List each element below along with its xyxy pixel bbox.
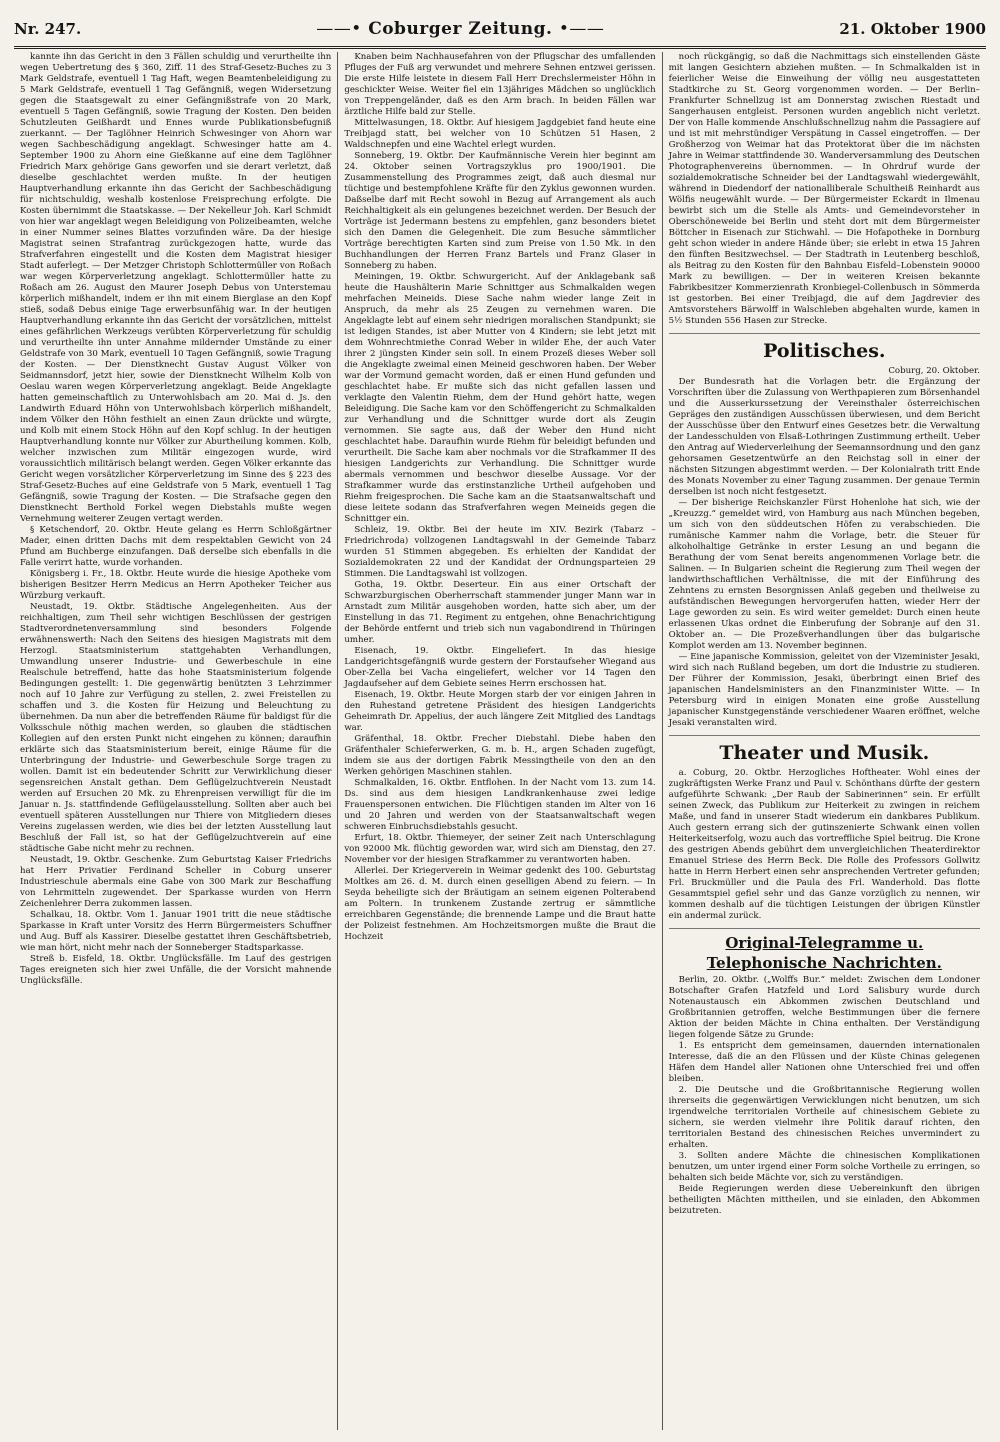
- article-paragraph: Der Bundesrath hat die Vorlagen betr. die Ergänzung der Vorschriften über die Zulassung von Werthpapieren zum Börsenhandel und die Ausserkurssetzung der Vereinsthaler österreichischen Gepräges den zuständigen Ausschüssen überwiesen, und dem Bericht der Ausschüsse über den Entwurf eines Gesetzes betr. die Verwaltung der Landesschulden von Elsaß-Lothringen Zustimmung ertheilt. Ueber den Antrag auf Wiederverleihung der Seemannsordnung und den ganz gehorsamen Gesetzentwürfe an den Reichstag soll in einer der nächsten Sitzungen abgestimmt werden. — Der Kolonialrath tritt Ende des Monats November zu einer Tagung zusammen. Der genaue Termin derselben ist noch nicht festgesetzt.: [668, 377, 980, 497]
- newspaper-title-text: Coburger Zeitung.: [368, 19, 553, 39]
- article-paragraph: — Der bisherige Reichskanzler Fürst Hohenlohe hat sich, wie der „Kreuzzg.“ gemeldet wird, von Hamburg aus nach München begeben, um sich von den süddeutschen Höfen zu verabschieden. Die rumänische Kammer nahm die Vorlage, betr. die Steuer für alkoholhaltige Getränke in erster Lesung an und begann die Berathung der vom Senat bereits angenommenen Vorlage betr. die Salinen. — In Bulgarien scheint die Regierung zum Theil wegen der landwirthschaftlichen Verhältnisse, die mit der Einführung des Zehntens zu ernsten Besorgnissen Anlaß gegeben und theilweise zu aufständischen Bewegungen hervorgerufen hatten, wieder Herr der Lage geworden zu sein. Es wird weiter gemeldet: Durch einen heute erlassenen Ukas ordnet die Einberufung der Sobranje auf den 31. Oktober an. — Die Prozeßverhandlungen über das bulgarische Komplot werden am 13. November beginnen.: [668, 498, 980, 651]
- article-paragraph: Berlin, 20. Oktbr. („Wolffs Bur.“ meldet: Zwischen dem Londoner Botschafter Grafen Hatzfeld und Lord Salisbury wurde durch Notenaustausch ein Abkommen zwischen Deutschland und Großbritannien getroffen, welche Bestimmungen über die fernere Aktion der beiden Mächte in China enthalten. Der Verständigung liegen folgende Sätze zu Grunde:: [668, 975, 980, 1040]
- issue-number: Nr. 247.: [14, 20, 82, 38]
- column-2: [337, 52, 661, 1430]
- section-heading: Original-Telegramme u. Telephonische Nachrichten.: [669, 928, 980, 973]
- newspaper-title: [316, 19, 604, 39]
- masthead-ornament-right: •——: [558, 19, 605, 39]
- article-paragraph: Schmalkalden, 16. Oktbr. Entflohen. In der Nacht vom 13. zum 14. Ds. sind aus dem hiesigen Landkrankenhause zwei ledige Frauenspersonen entwichen. Die Flüchtigen standen im Alter von 16 und 20 Jahren und werden von der Staatsanwaltschaft wegen schweren Einbruchsdiebstahls gesucht.: [344, 778, 656, 832]
- article-paragraph: kannte ihn das Gericht in den 3 Fällen schuldig und verurtheilte ihn wegen Uebertretung des § 360, Ziff. 11 des Straf-Gesetz-Buches zu 3 Mark Geldstrafe, eventuell 1 Tag Haft, wegen Beamtenbeleidigung zu 5 Mark Geldstrafe, eventuell 1 Tag Gefängniß, wegen Widersetzung gegen die Staatsgewalt zu einer Gefängnißstrafe von 20 Mark, eventuell 5 Tagen Gefängniß, sowie Tragung der Kosten. Den beiden Schutzleuten Geißhardt und Ennes wurde Publikationsbefugniß zuerkannt. — Der Taglöhner Heinrich Schwesinger von Ahorn war wegen Sachbeschädigung angeklagt. Schwesinger hatte am 4. September 1900 zu Ahorn eine Gießkanne auf eine dem Taglöhner Friedrich Marx gehörige Gans geworfen und sie derart verletzt, daß dieselbe geschlachtet werden mußte. In der heutigen Hauptverhandlung erkannte ihn das Gericht der Sachbeschädigung für nichtschuldig, weshalb kostenlose Freisprechung erfolgte. Die Kosten übernimmt die Staatskasse. — Der Nekelleur Joh. Karl Schmidt von hier war angeklagt wegen Beleidigung von Polizeibeamten, welche in einer Nummer seines Blattes vorzufinden wäre. Da der hiesige Magistrat seinen Strafantrag zurückgezogen hatte, wurde das Strafverfahren eingestellt und die Kosten dem Magistrat hiesiger Stadt auferlegt. — Der Metzger Christoph Schlottermüller von Roßach war wegen Körperverletzung angeklagt. Schlottermüller hatte zu Roßach am 26. August den Maurer Joseph Debus von Unterstemau körperlich mißhandelt, indem er ihn mit einem Bierglase an den Kopf stieß, sodaß Debus einige Tage erwerbsunfähig war. In der heutigen Hauptverhandlung erkannte ihn das Gericht der vorsätzlichen, mittelst eines gefährlichen Werkzeugs verübten Körperverletzung für schuldig und verurtheilte ihn unter Annahme mildernder Umstände zu einer Geldstrafe von 30 Mark, eventuell 10 Tagen Gefängniß, sowie Tragung der Kosten. — Der Dienstknecht Gustav August Völker von Seidmannsdorf, jetzt hier, sowie der Dienstknecht Wilhelm Kolb von Oeslau waren wegen Körperverletzung angeklagt. Beide Angeklagte hatten gemeinschaftlich zu Unterwohlsbach am 20. Mai d. Js. den Landwirth Eduard Höhn von Unterwohlsbach körperlich mißhandelt, indem Völker den Höhn festhielt an einen Zaun drückte und würgte, und Kolb mit einem Stock Höhn auf den Kopf schlug. In der heutigen Hauptverhandlung konnte nur Völker zur Aburtheilung kommen. Kolb, welcher inzwischen zum Militär eingezogen wurde, wird voraussichtlich militärisch belangt werden. Gegen Völker erkannte das Gericht wegen vorsätzlicher Körperverletzung im Sinne des § 223 des Straf-Gesetz-Buches auf eine Geldstrafe von 5 Mark, eventuell 1 Tag Gefängniß, sowie Tragung der Kosten. — Die Strafsache gegen den Dienstknecht Berthold Forkel wegen Diebstahls mußte wegen Vernehmung weiterer Zeugen vertagt werden.: [20, 52, 332, 524]
- article-paragraph: Schleiz, 19. Oktbr. Bei der heute im XIV. Bezirk (Tabarz – Friedrichroda) vollzogenen Landtagswahl in der Gemeinde Tabarz wurden 51 Stimmen abgegeben. Es erhielten der Kandidat der Sozialdemokraten 22 und der Kandidat der Ordnungsparteien 29 Stimmen. Die Landtagswahl ist vollzogen.: [344, 525, 656, 579]
- article-paragraph: Neustadt, 19. Oktbr. Geschenke. Zum Geburtstag Kaiser Friedrichs hat Herr Privatier Ferdinand Scheller in Coburg unserer Industrieschule abermals eine Gabe von 300 Mark zur Beschaffung von Lehrmitteln zugewendet. Der Sparkasse wurden von Herrn Zeichenlehrer Derra zukommen lassen.: [20, 855, 332, 909]
- article-paragraph: 3. Sollten andere Mächte die chinesischen Komplikationen benutzen, um unter irgend einer Form solche Vortheile zu erringen, so behalten sich beide Mächte vor, sich zu verständigen.: [668, 1151, 980, 1183]
- article-paragraph: Erfurt, 18. Oktbr. Thiemeyer, der seiner Zeit nach Unterschlagung von 92000 Mk. flüchtig geworden war, wird sich am Dienstag, den 27. November vor der hiesigen Strafkammer zu verantworten haben.: [344, 833, 656, 865]
- section-heading: Theater und Musik.: [669, 735, 980, 766]
- masthead-ornament-left: ——•: [316, 19, 362, 39]
- article-paragraph: Meiningen, 19. Oktbr. Schwurgericht. Auf der Anklagebank saß heute die Haushälterin Marie Schnittger aus Schmalkalden wegen mehrfachen Meineids. Diese Sache nahm wieder lange Zeit in Anspruch, da mehr als 25 Zeugen zu vernehmen waren. Die Angeklagte lebt auf einem sehr niedrigen moralischen Standpunkt; sie ist ledigen Standes, ist aber Mutter von 4 Kindern; sie lebt jetzt mit dem Wohnrechtmiethe Conrad Weber in wilder Ehe, der auch Vater ihrer 2 jüngsten Kinder sein soll. In einem Prozeß dieses Weber soll die Angeklagte zweimal einen Meineid geschworen haben. Der Weber war der Vormund gemacht worden, daß er einen Hund gefunden und geschlachtet habe. Er mußte sich das nicht gefallen lassen und verklagte den Valentin Riehm, dem der Hund gehört hatte, wegen Beleidigung. Die Sache kam vor den Schöffengericht zu Schmalkalden zur Verhandlung und die Schnittger wurde dort als Zeugin vernommen. Sie sagte aus, daß der Weber den Hund nicht geschlachtet habe. Daraufhin wurde Riehm für beleidigt befunden und verurtheilt. Die Sache kam aber nochmals vor die Strafkammer II des hiesigen Landgerichts zur Verhandlung. Die Schnittger wurde abermals vernommen und beschwor dieselbe Aussage. Vor der Strafkammer wurde das erstinstanzliche Urtheil aufgehoben und Riehm freigesprochen. Die Sache kam an die Staatsanwaltschaft und diese leitete sodann das Strafverfahren wegen Meineids gegen die Schnittger ein.: [344, 272, 656, 524]
- issue-date: 21. Oktober 1900: [839, 20, 986, 38]
- article-paragraph: Gräfenthal, 18. Oktbr. Frecher Diebstahl. Diebe haben den Gräfenthaler Schieferwerken, G. m. b. H., argen Schaden zugefügt, indem sie aus der dortigen Fabrik Messingtheile von den an den Werken gehörigen Maschinen stahlen.: [344, 734, 656, 777]
- article-paragraph: 2. Die Deutsche und die Großbritannische Regierung wollen ihrerseits die gegenwärtigen Verwicklungen nicht benutzen, um sich irgendwelche territorialen Vortheile auf chinesischem Gebiete zu sichern, sie werden vielmehr ihre Politik darauf richten, den territorialen Bestand des chinesischen Reiches unvermindert zu erhalten.: [668, 1085, 980, 1150]
- article-columns: [14, 52, 986, 1430]
- article-paragraph: — Eine japanische Kommission, geleitet von der Vizeminister Jesaki, wird sich nach Rußland begeben, um dort die Industrie zu studieren. Der Führer der Kommission, Jesaki, überbringt einen Brief des japanischen Handelsministers an den Finanzminister Witte. — In Petersburg wird in einigen Monaten eine große Ausstellung japanischer Kunstgegenstände verschiedener Waaren eröffnet, welche Jesaki veranstalten wird.: [668, 652, 980, 728]
- masthead: [14, 12, 986, 49]
- article-paragraph: noch rückgängig, so daß die Nachmittags sich einstellenden Gäste mit langen Gesichtern abziehen mußten. — In Schmalkalden ist in feierlicher Weise die Einweihung der völlig neu ausgestatteten Stadtkirche zu St. Georg vorgenommen worden. — Der Berlin–Frankfurter Schnellzug ist am Donnerstag zwischen Riestadt und Sangerhausen entgleist. Personen wurden angeblich nicht verletzt. Der von Halle kommende Anschlußschnellzug nahm die Passagiere auf und ist mit mehrstündiger Verspätung in Cassel eingetroffen. — Der Großherzog von Weimar hat das Protektorat über die im nächsten Jahre in Weimar stattfindende 30. Wanderversammlung des Deutschen Photographenvereins übernommen. — In Ohrdruf wurde der sozialdemokratische Schneider bei der Landtagswahl wiedergewählt, während in Diedendorf der nationalliberale Schultheiß Reinhardt aus Wölfis neugewählt wurde. — Der Bürgermeister Eckardt in Ilmenau bewirbt sich um die Stelle als Amts- und Gemeindevorsteher in Oberschöneweide bei Berlin und steht dort mit dem Bürgermeister Böttcher in Eisenach zur Stichwahl. — Die Hofapotheke in Dornburg geht schon wieder in andere Hände über; sie erlebt in etwa 15 Jahren den fünften Besitzwechsel. — Der Stadtrath in Leutenberg beschloß, als Beitrag zu den Kosten für den Bahnbau Eisfeld–Lobenstein 90000 Mark zu bewilligen. — Der in weiteren Kreisen bekannte Fabrikbesitzer Kommerzienrath Kronbiegel-Collenbusch in Sömmerda ist gestorben. Bei einer Treibjagd, die auf dem Jagdrevier des Amtsvorstehers Bärwolff in Walschleben abgehalten wurde, kamen in 5½ Stunden 556 Hasen zur Strecke.: [668, 52, 980, 326]
- article-paragraph: Knaben beim Nachhausefahren von der Pflugschar des umfallenden Pfluges der Fuß arg verwundet und mehrere Sehnen entzwei gerissen. Die erste Hilfe leistete in diesem Fall Herr Drechslermeister Höhn in geschickter Weise. Weiter fiel ein 13jähriges Mädchen so unglücklich von Treppengeländer, daß es den Arm brach. In beiden Fällen war ärztliche Hilfe bald zur Stelle.: [344, 52, 656, 117]
- article-paragraph: Eisenach, 19. Oktbr. Eingeliefert. In das hiesige Landgerichtsgefängniß wurde gestern der Forstaufseher Wiegand aus Ober-Zella bei Vacha eingeliefert, welcher vor 14 Tagen den Jagdaufseher auf dem Gebiete seines Herrn erschossen hat.: [344, 646, 656, 689]
- article-paragraph: Streß b. Eisfeld, 18. Oktbr. Unglücksfälle. Im Lauf des gestrigen Tages ereigneten sich hier zwei Unfälle, die der Vorsicht mahnende Unglücksfälle.: [20, 954, 332, 986]
- article-paragraph: 1. Es entspricht dem gemeinsamen, dauernden internationalen Interesse, daß die an den Flüssen und der Küste Chinas gelegenen Häfen dem Handel aller Nationen ohne Unterschied frei und offen bleiben.: [668, 1041, 980, 1084]
- article-paragraph: Schalkau, 18. Oktbr. Vom 1. Januar 1901 tritt die neue städtische Sparkasse in Kraft unter Vorsitz des Herrn Bürgermeisters Schuffner und Aug. Buff als Kassirer. Dieselbe gestattet ihren Geschäftsbetrieb, wie man hört, nicht mehr nach der Sonneberger Stadtsparkasse.: [20, 910, 332, 953]
- article-paragraph: Mittelwasungen, 18. Oktbr. Auf hiesigem Jagdgebiet fand heute eine Treibjagd statt, bei welcher von 10 Schützen 51 Hasen, 2 Waldschnepfen und eine Wachtel erlegt wurden.: [344, 118, 656, 150]
- article-paragraph: a. Coburg, 20. Oktbr. Herzogliches Hoftheater. Wohl eines der zugkräftigsten Werke Franz und Paul v. Schönthans dürfte der gestern aufgeführte Schwank: „Der Raub der Sabinerinnen“ sein. Er erfüllt seinen Zweck, das Publikum zur Heiterkeit zu zwingen in reichem Maße, und fand in unserer Stadt wiederum ein dankbares Publikum. Auch gestern errang sich der gutinszenierte Schwank einen vollen Heiterkeitserfolg, wozu auch das vortreffliche Spiel beitrug. Die Krone des gestrigen Abends gebührt dem unvergleichlichen Theaterdirektor Emanuel Striese des Herrn Beck. Die Rolle des Professors Gollwitz hatte in Herrn Herbert einen sehr ansprechenden Vertreter gefunden; Frl. Bruckmüller und die Paula des Frl. Wanderhold. Das flotte Gesammtspiel gefiel sehr und das Ganze vorzüglich zu nennen, wir kommen deshalb auf die tüchtigen Leistungen der übrigen Künstler ein andermal zurück.: [668, 768, 980, 921]
- article-paragraph: Gotha, 19. Oktbr. Deserteur. Ein aus einer Ortschaft der Schwarzburgischen Oberherrschaft stammender junger Mann war in Arnstadt zum Militär ausgehoben worden, hatte sich aber, um der Einstellung in das 71. Regiment zu entgehen, ohne Benachrichtigung der Behörde entfernt und trieb sich nun vagabondirend in Thüringen umher.: [344, 580, 656, 645]
- article-paragraph: Eisenach, 19. Oktbr. Heute Morgen starb der vor einigen Jahren in den Ruhestand getretene Präsident des hiesigen Landgerichts Geheimrath Dr. Appelius, der auch längere Zeit Mitglied des Landtags war.: [344, 690, 656, 733]
- column-3: [662, 52, 986, 1430]
- article-paragraph: § Ketschendorf, 20. Oktbr. Heute gelang es Herrn Schloßgärtner Mader, einen dritten Dachs mit dem respektablen Gewicht von 24 Pfund am Buchberge einzufangen. Daß derselbe sich ebenfalls in die Falle verirrt hatte, wurde vorhanden.: [20, 525, 332, 568]
- article-paragraph: Sonneberg, 19. Oktbr. Der Kaufmännische Verein hier beginnt am 24. Oktober seinen Vortragszyklus pro 1900/1901. Die Zusammenstellung des Programmes zeigt, daß auch diesmal nur tüchtige und bestempfohlene Kräfte für den Zyklus gewonnen wurden. Daßselbe darf mit Recht sowohl in Bezug auf Arrangement als auch Reichhaltigkeit als ein gelungenes bezeichnet werden. Der Besuch der Vorträge ist Jedermann bestens zu empfehlen, ganz besonders bietet sich den Damen die Gelegenheit. Die zum Besuche sämmtlicher Vorträge berechtigten Karten sind zum Preise von 1.50 Mk. in den Buchhandlungen der Herren Franz Bartels und Franz Glaser in Sonneberg zu haben.: [344, 151, 656, 271]
- article-paragraph: Beide Regierungen werden diese Uebereinkunft den übrigen betheiligten Mächten mittheilen, und sie einladen, den Abkommen beizutreten.: [668, 1184, 980, 1216]
- dateline: Coburg, 20. Oktober.: [888, 366, 980, 376]
- article-paragraph: Königsberg i. Fr., 18. Oktbr. Heute wurde die hiesige Apotheke vom bisherigen Besitzer Herrn Medicus an Herrn Apotheker Teicher aus Würzburg verkauft.: [20, 569, 332, 601]
- column-1: [14, 52, 337, 1430]
- article-paragraph: Neustadt, 19. Oktbr. Städtische Angelegenheiten. Aus der reichhaltigen, zum Theil sehr wichtigen Beschlüssen der gestrigen Stadtverordnetenversammlung sind besonders Folgende erwähnenswerth: Nach den Seitens des hiesigen Magistrats mit dem Herzogl. Staatsministerium stattgehabten Verhandlungen, Umwandlung unserer Industrie- und Gewerbeschule in eine Realschule betreffend, hatte das hohe Staatsministerium folgende Bedingungen gestellt: 1. Die gegenwärtig benützten 3 Lehrzimmer noch auf 10 Jahre zur Verfügung zu stellen, 2. zwei Freistellen zu schaffen und 3. die Kosten für Heizung und Beleuchtung zu übernehmen. Da nun aber die betreffenden Räume für baldigst für die Volksschule nöthig machen werden, so glauben die städtischen Kollegien auf den ersten Punkt nicht eingehen zu können; daraufhin erklärte sich das Staatsministerium bereit, einige Räume für die Unterbringung der Industrie- und Gewerbeschule Sorge tragen zu wollen. Damit ist ein bedeutender Schritt zur Verwirklichung dieser segensreichen Anstalt gethan. Dem Geflügelzuchtverein Neustadt werden auf Ersuchen 20 Mk. zu Ehrenpreisen verwilligt für die im Januar n. Js. stattfindende Geflügelausstellung. Sollten aber auch bei eventuell späteren Ausstellungen nur Thiere von Mitgliedern dieses Vereins zugelassen werden, wie dies bei der letzten Ausstellung laut Beschluß der Fall ist, so hat der Geflügelzuchtverein auf eine städtische Gabe nicht mehr zu rechnen.: [20, 602, 332, 854]
- section-heading: Politisches.: [669, 333, 980, 364]
- article-paragraph: Allerlei. Der Kriegerverein in Weimar gedenkt des 100. Geburtstag Moltkes am 26. d. M. durch einen geselligen Abend zu feiern. — In Seyda beheiligte sich der Bräutigam an seinem eigenen Polterabend am Poltern. In trunkenem Zustande zertrug er sämmtliche erreichbaren Gegenstände; die brennende Lampe und die Braut hatte der Polizeist festnehmen. Am Hochzeitsmorgen mußte die Braut die Hochzeit: [344, 866, 656, 942]
